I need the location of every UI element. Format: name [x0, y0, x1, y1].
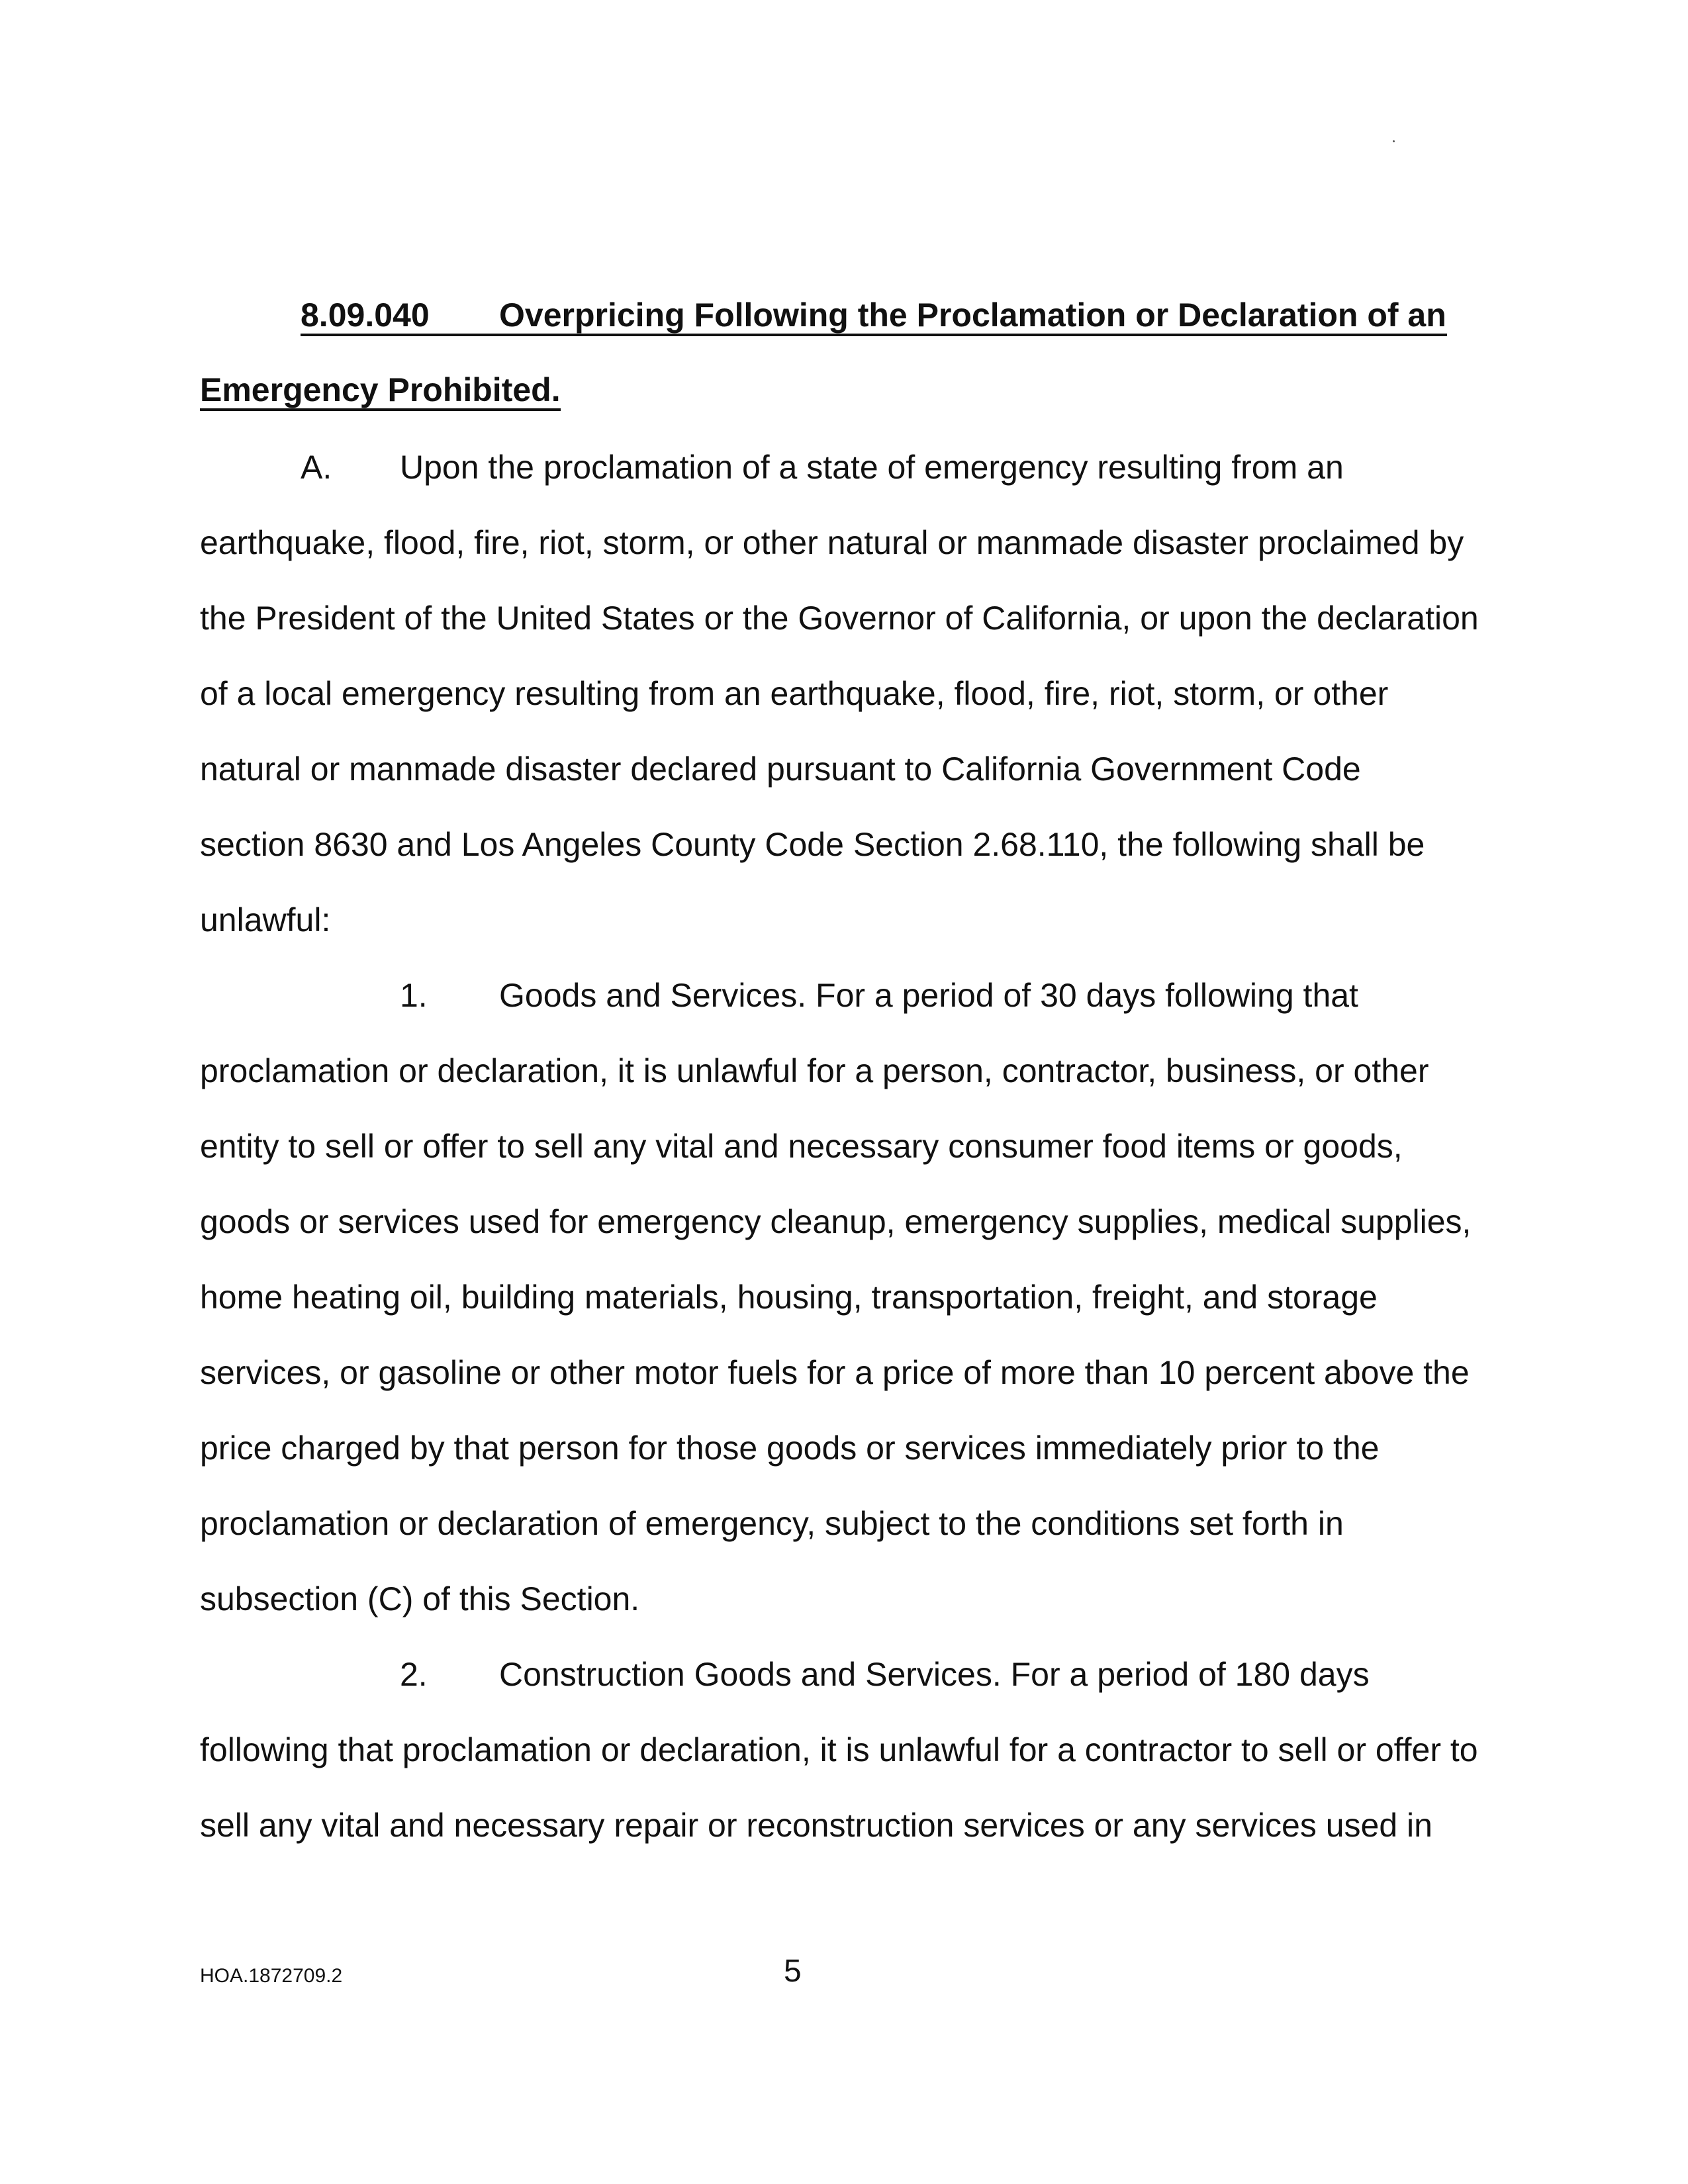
- section-title-line1: Overpricing Following the Proclamation or Declaration of an: [499, 296, 1446, 334]
- paragraph-a-line: the President of the United States or the Governor of California, or upon the declaration: [200, 600, 1479, 637]
- paragraph-a-line: earthquake, flood, fire, riot, storm, or other natural or manmade disaster proclaimed by: [200, 524, 1464, 561]
- item-2-line: sell any vital and necessary repair or reconstruction services or any services used in: [200, 1807, 1432, 1844]
- item-1-line: goods or services used for emergency cleanup, emergency supplies, medical supplies,: [200, 1203, 1472, 1240]
- item-2-line: following that proclamation or declaration, it is unlawful for a contractor to sell or offer to: [200, 1731, 1478, 1768]
- section-number: 8.09.040: [301, 296, 430, 334]
- item-2-line: Construction Goods and Services. For a period of 180 days: [499, 1656, 1370, 1693]
- item-1-line: home heating oil, building materials, housing, transportation, freight, and storage: [200, 1279, 1378, 1316]
- item-2-label: 2.: [400, 1656, 428, 1693]
- paragraph-a-label: A.: [301, 449, 332, 486]
- paragraph-a-line: of a local emergency resulting from an earthquake, flood, fire, riot, storm, or other: [200, 675, 1389, 712]
- page-number: 5: [784, 1954, 802, 1989]
- paragraph-a-line: Upon the proclamation of a state of emergency resulting from an: [400, 449, 1344, 486]
- item-1-line: proclamation or declaration, it is unlawful for a person, contractor, business, or other: [200, 1052, 1429, 1089]
- paragraph-a-line: unlawful:: [200, 901, 331, 938]
- section-heading-line1: [301, 296, 1447, 336]
- item-1-line: services, or gasoline or other motor fuels for a price of more than 10 percent above the: [200, 1354, 1470, 1391]
- item-1-line: proclamation or declaration of emergency, subject to the conditions set forth in: [200, 1505, 1344, 1542]
- document-id: HOA.1872709.2: [200, 1965, 343, 1987]
- item-1-line: price charged by that person for those goods or services immediately prior to the: [200, 1430, 1380, 1467]
- item-1-line: Goods and Services. For a period of 30 days following that: [499, 977, 1358, 1014]
- item-1-line: entity to sell or offer to sell any vital and necessary consumer food items or goods,: [200, 1128, 1403, 1165]
- paragraph-a-line: natural or manmade disaster declared pursuant to California Government Code: [200, 751, 1361, 788]
- scan-speck: [1393, 140, 1395, 142]
- section-title-line2: Emergency Prohibited.: [200, 371, 561, 411]
- item-1-label: 1.: [400, 977, 428, 1014]
- paragraph-a-line: section 8630 and Los Angeles County Code Section 2.68.110, the following shall be: [200, 826, 1425, 863]
- item-1-line: subsection (C) of this Section.: [200, 1580, 640, 1617]
